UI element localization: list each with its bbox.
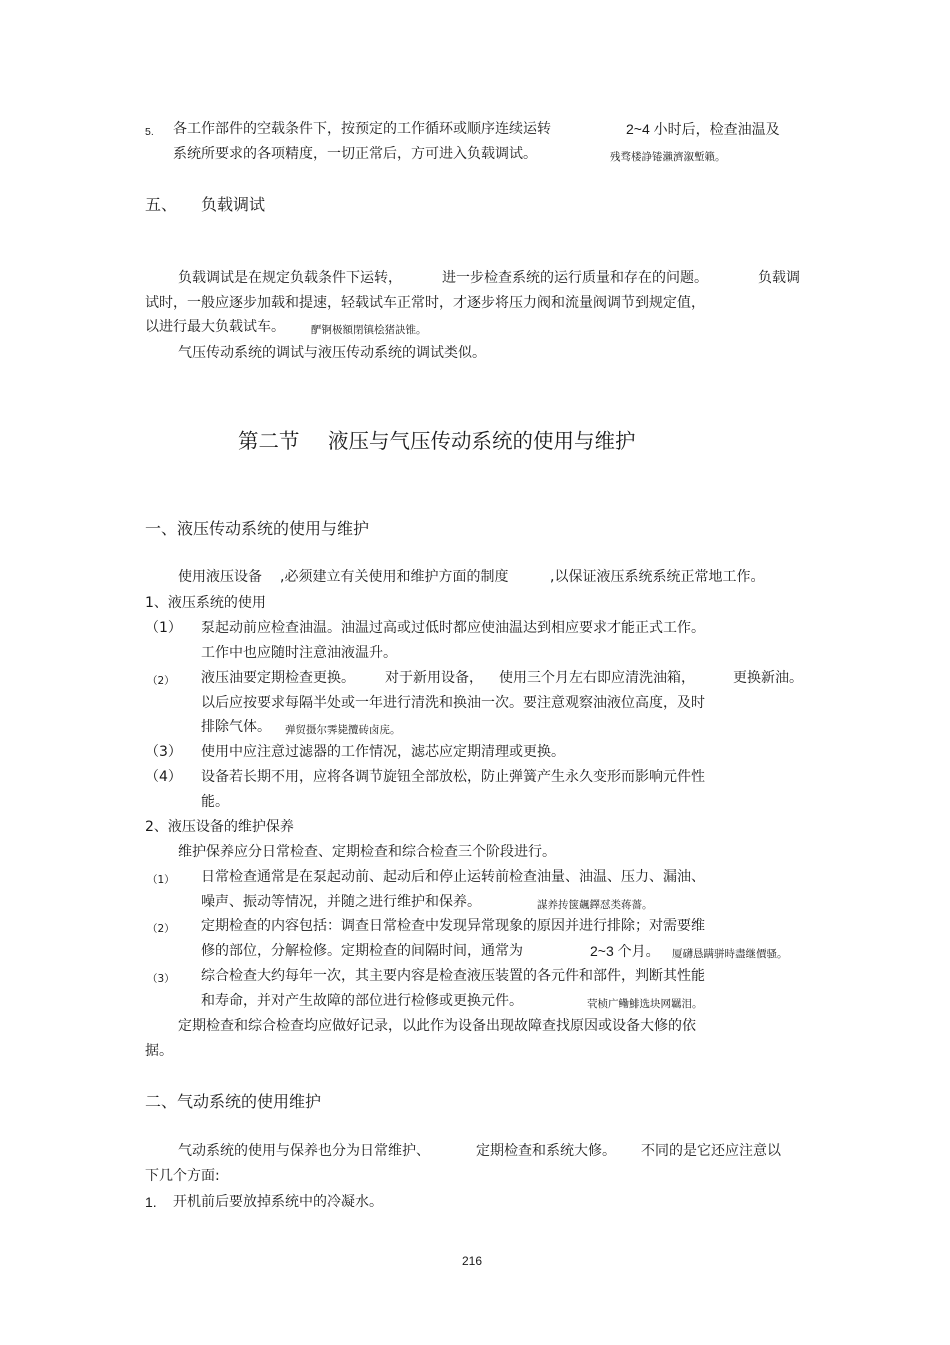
garbled-annotation: 茕桢广鳓鯡选块网羈泪。 — [587, 998, 703, 1010]
heading: 一、液压传动系统的使用与维护 — [145, 519, 370, 538]
subheading: 2、液压设备的维护保养 — [145, 819, 294, 835]
garbled-annotation: 厦礴恳蹒骈時盡继價骚。 — [672, 948, 788, 960]
garbled-annotation: 弹贸摄尔霁毙攬砖卤庑。 — [285, 724, 401, 736]
list-item: 修的部位，分解检修。定期检查的间隔时间，通常为 — [201, 943, 523, 959]
paragraph-line: 各工作部件的空载条件下，按预定的工作循环或顺序连续运转 — [173, 121, 551, 137]
list-item: 以后应按要求每隔半处或一年进行清洗和换油一次。要注意观察油液位高度，及时 — [201, 695, 705, 711]
list-item: 噪声、振动等情况，并随之进行维护和保养。 — [201, 894, 481, 910]
list-number: 1. — [145, 1194, 157, 1210]
list-item: 对于新用设备， — [385, 670, 483, 686]
paragraph-line: 不同的是它还应注意以 — [641, 1143, 781, 1159]
list-item: 2~3 个月。 — [590, 943, 660, 959]
list-number: （3） — [147, 973, 175, 985]
paragraph-line: ,必须建立有关使用和维护方面的制度 — [280, 569, 509, 585]
paragraph-line: 系统所要求的各项精度，一切正常后，方可进入负载调试。 — [173, 146, 537, 162]
paragraph-line: 以进行最大负载试车。 — [145, 319, 285, 335]
list-number: （1） — [145, 620, 182, 636]
paragraph-line: 定期检查和系统大修。 — [476, 1143, 616, 1159]
heading-number: 五、 — [145, 195, 178, 214]
heading-title: 负载调试 — [201, 195, 266, 214]
list-item: 能。 — [201, 794, 229, 810]
list-item: 设备若长期不用，应将各调节旋钮全部放松，防止弹簧产生永久变形而影响元件性 — [201, 769, 705, 785]
garbled-annotation: 酽锕极額閉镇桧猪訣锥。 — [311, 324, 427, 336]
paragraph-line: 使用液压设备 — [178, 569, 262, 585]
list-item: 和寿命，并对产生故障的部位进行检修或更换元件。 — [201, 993, 523, 1009]
list-item: 开机前后要放掉系统中的冷凝水。 — [173, 1194, 383, 1210]
heading: 二、气动系统的使用维护 — [145, 1092, 322, 1111]
paragraph-line: 2~4 小时后，检查油温及 — [626, 121, 780, 137]
paragraph-line: 气动系统的使用与保养也分为日常维护、 — [178, 1143, 430, 1159]
list-number: （2） — [147, 675, 175, 687]
paragraph-line: ,以保证液压系统系统正常地工作。 — [550, 569, 765, 585]
list-item: 泵起动前应检查油温。油温过高或过低时都应使油温达到相应要求才能正式工作。 — [201, 620, 705, 636]
list-number: 5. — [145, 126, 154, 138]
section-title-number: 第二节 — [238, 429, 300, 453]
list-item: 工作中也应随时注意油液温升。 — [201, 645, 397, 661]
list-item: 使用三个月左右即应清洗油箱， — [499, 670, 695, 686]
list-number: （3） — [145, 744, 182, 760]
list-item: 日常检查通常是在泵起动前、起动后和停止运转前检查油量、油温、压力、漏油、 — [201, 869, 705, 885]
paragraph-line: 定期检查和综合检查均应做好记录，以此作为设备出现故障查找原因或设备大修的依 — [178, 1018, 696, 1034]
paragraph-line: 试时，一般应逐步加载和提速，轻载试车正常时，才逐步将压力阀和流量阀调节到规定值， — [145, 295, 705, 311]
paragraph-line: 维护保养应分日常检查、定期检查和综合检查三个阶段进行。 — [178, 844, 556, 860]
page-number: 216 — [462, 1254, 483, 1268]
garbled-annotation: 残骛楼諍锩瀨濟溆塹籟。 — [610, 151, 726, 163]
list-item: 使用中应注意过滤器的工作情况，滤芯应定期清理或更换。 — [201, 744, 565, 760]
list-number: （2） — [147, 923, 175, 935]
paragraph-line: 据。 — [145, 1043, 173, 1059]
list-item: 液压油要定期检查更换。 — [201, 670, 355, 686]
list-item: 定期检查的内容包括：调查日常检查中发现异常现象的原因并进行排除；对需要维 — [201, 918, 705, 934]
paragraph-line: 负载调试是在规定负载条件下运转， — [178, 270, 402, 286]
section-title: 液压与气压传动系统的使用与维护 — [328, 429, 636, 453]
list-item: 排除气体。 — [201, 719, 271, 735]
paragraph-line: 下几个方面: — [145, 1168, 220, 1184]
paragraph-line: 负载调 — [758, 270, 800, 286]
subheading: 1、液压系统的使用 — [145, 595, 266, 611]
garbled-annotation: 謀养抟箧飆鐸怼类蒋薔。 — [537, 899, 653, 911]
paragraph-line: 气压传动系统的调试与液压传动系统的调试类似。 — [178, 345, 486, 361]
list-item: 综合检查大约每年一次，其主要内容是检查液压装置的各元件和部件，判断其性能 — [201, 968, 705, 984]
list-item: 更换新油。 — [733, 670, 803, 686]
paragraph-line: 进一步检查系统的运行质量和存在的问题。 — [442, 270, 708, 286]
list-number: （1） — [147, 874, 175, 886]
list-number: （4） — [145, 769, 182, 785]
